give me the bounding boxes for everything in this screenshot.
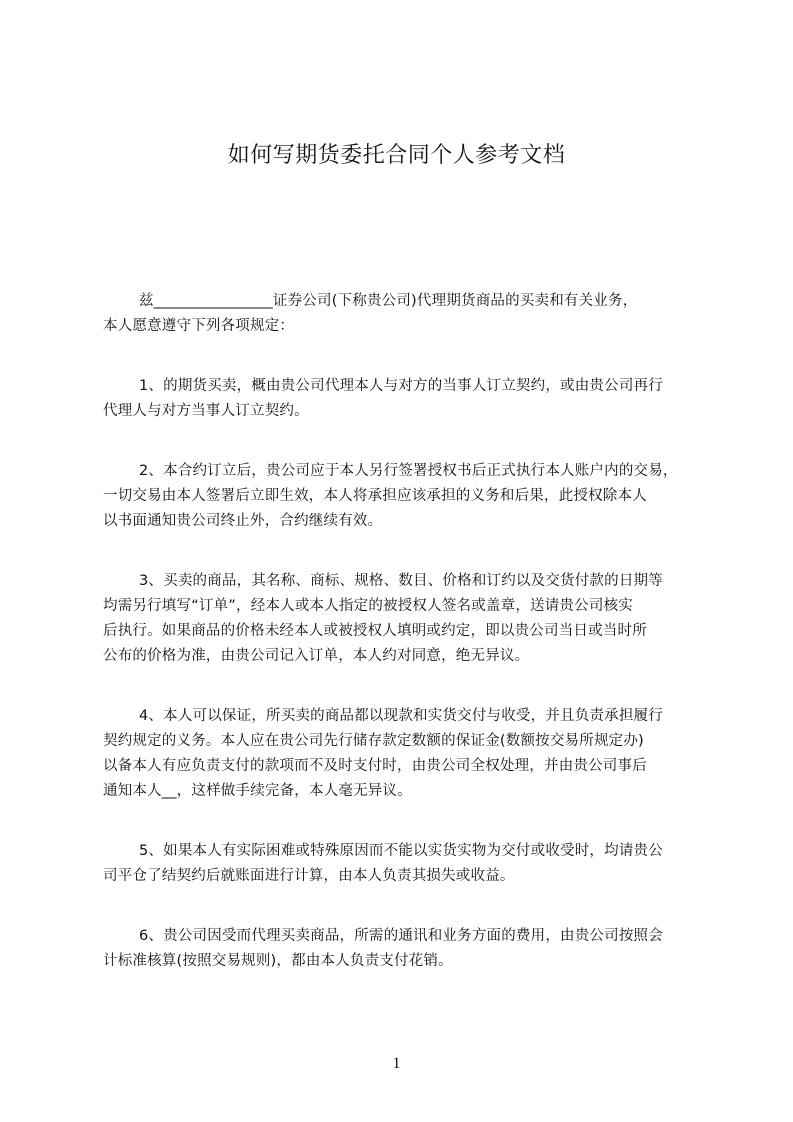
paragraph-line: 计标准核算(按照交易规则)，都由本人负责支付花销。: [103, 953, 453, 969]
paragraph-line: 代理人与对方当事人订立契约。: [103, 403, 309, 419]
paragraph-line: 通知本人__，这样做手续完备，本人毫无异议。: [103, 783, 412, 799]
clause-3: [103, 569, 723, 669]
page-number: 1: [392, 1055, 401, 1072]
clause-2: [103, 459, 723, 534]
paragraph-line: 兹________________证券公司(下称贵公司)代理期货商品的买卖和有关业务，: [139, 293, 638, 309]
paragraph-line: 3、买卖的商品，其名称、商标、规格、数目、价格和订约以及交货付款的日期等: [139, 573, 663, 589]
clause-4: [103, 704, 723, 804]
paragraph-line: 后执行。如果商品的价格未经本人或被授权人填明或约定，即以贵公司当日或当时所: [103, 623, 647, 639]
document-body: [103, 289, 723, 1009]
paragraph-line: 4、本人可以保证，所买卖的商品都以现款和实货交付与收受，并且负责承担履行: [139, 708, 663, 724]
paragraph-line: 司平仓了结契约后就账面进行计算，由本人负责其损失或收益。: [103, 868, 515, 884]
paragraph-line: 6、贵公司因受而代理买卖商品，所需的通讯和业务方面的费用，由贵公司按照会: [139, 928, 663, 944]
paragraph-intro: [103, 289, 723, 339]
paragraph-line: 均需另行填写“订单”，经本人或本人指定的被授权人签名或盖章，送请贵公司核实: [103, 598, 633, 614]
paragraph-line: 以书面通知贵公司终止外，合约继续有效。: [103, 513, 383, 529]
clause-6: [103, 924, 723, 974]
paragraph-line: 一切交易由本人签署后立即生效，本人将承担应该承担的义务和后果，此授权除本人: [103, 488, 647, 504]
paragraph-line: 1、的期货买卖，概由贵公司代理本人与对方的当事人订立契约，或由贵公司再行: [139, 378, 663, 394]
paragraph-line: 公布的价格为准，由贵公司记入订单，本人约对同意，绝无异议。: [103, 648, 530, 664]
paragraph-line: 2、本合约订立后，贵公司应于本人另行签署授权书后正式执行本人账户内的交易，: [139, 463, 678, 479]
clause-5: [103, 839, 723, 889]
document-title: 如何写期货委托合同个人参考文档: [227, 143, 566, 168]
paragraph-line: 契约规定的义务。本人应在贵公司先行储存款定数额的保证金(数额按交易所规定办): [103, 733, 644, 749]
paragraph-line: 5、如果本人有实际困难或特殊原因而不能以实货实物为交付或收受时，均请贵公: [139, 843, 663, 859]
clause-1: [103, 374, 723, 424]
paragraph-line: 以备本人有应负责支付的款项而不及时支付时，由贵公司全权处理，并由贵公司事后: [103, 758, 647, 774]
paragraph-line: 本人愿意遵守下列各项规定：: [103, 318, 295, 334]
